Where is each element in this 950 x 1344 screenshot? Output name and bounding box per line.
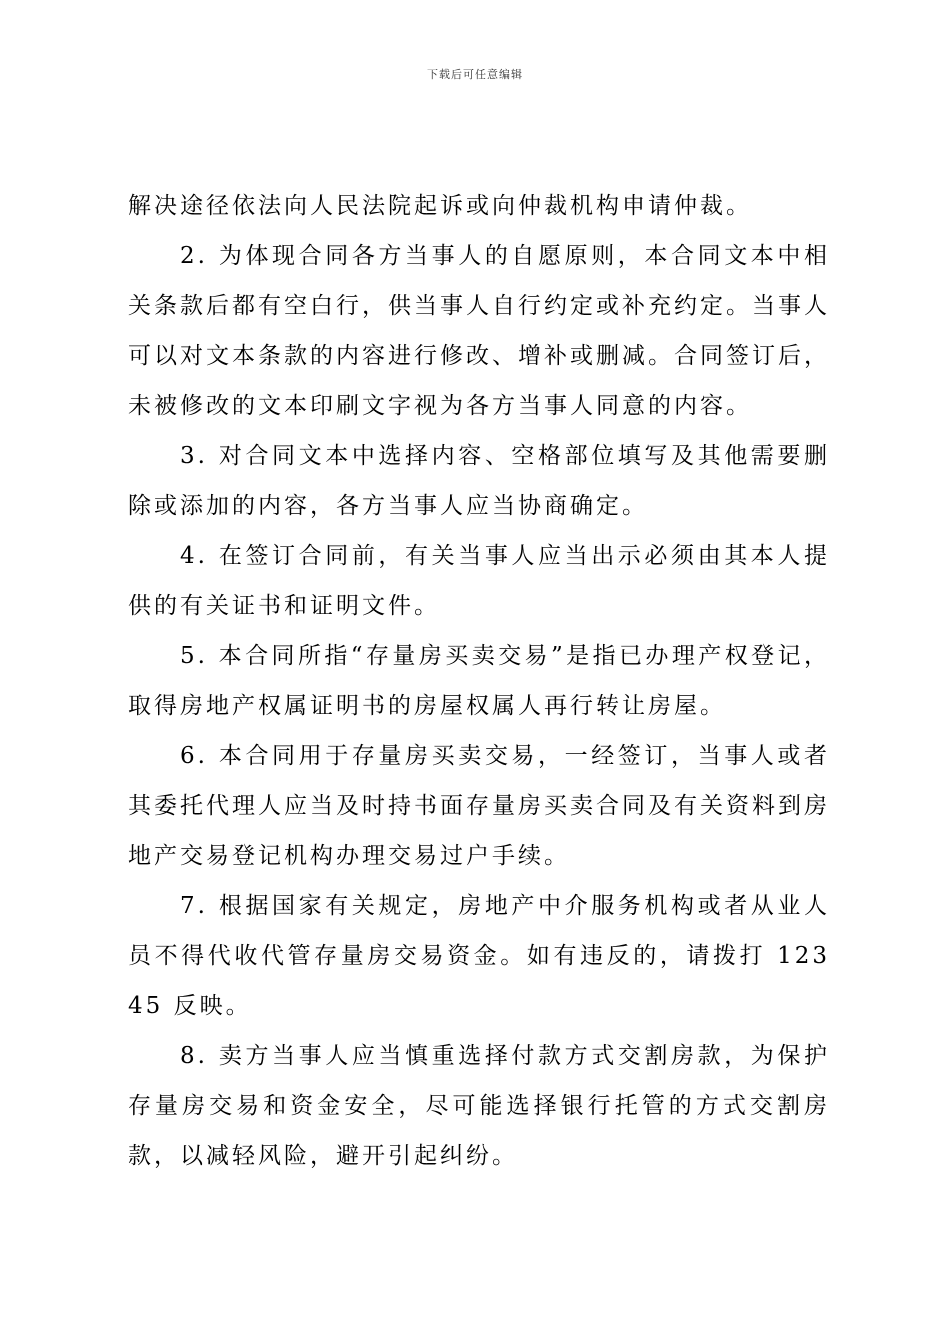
paragraph-item-5: 5. 本合同所指“存量房买卖交易”是指已办理产权登记，取得房地产权属证明书的房屋权属人再行转让房屋。	[128, 643, 830, 719]
document-body	[128, 181, 830, 1181]
paragraph-item-6: 6. 本合同用于存量房买卖交易，一经签订，当事人或者其委托代理人应当及时持书面存量房买卖合同及有关资料到房地产交易登记机构办理交易过户手续。	[128, 743, 830, 869]
paragraph-item-7: 7. 根据国家有关规定，房地产中介服务机构或者从业人员不得代收代管存量房交易资金。如有违反的，请拨打 12345 反映。	[128, 893, 830, 1019]
paragraph-item-4: 4. 在签订合同前，有关当事人应当出示必须由其本人提供的有关证书和证明文件。	[128, 543, 830, 619]
paragraph-item-2: 2. 为体现合同各方当事人的自愿原则，本合同文本中相关条款后都有空白行，供当事人自行约定或补充约定。当事人可以对文本条款的内容进行修改、增补或删减。合同签订后，未被修改的文本印刷文字视为各方当事人同意的内容。	[128, 243, 830, 419]
page-header: 下载后可任意编辑	[427, 68, 523, 81]
paragraph-item-3: 3. 对合同文本中选择内容、空格部位填写及其他需要删除或添加的内容，各方当事人应当协商确定。	[128, 443, 830, 519]
paragraph-continuation: 解决途径依法向人民法院起诉或向仲裁机构申请仲裁。	[128, 193, 752, 219]
paragraph-item-8: 8. 卖方当事人应当慎重选择付款方式交割房款，为保护存量房交易和资金安全，尽可能选择银行托管的方式交割房款，以减轻风险，避开引起纠纷。	[128, 1043, 830, 1169]
